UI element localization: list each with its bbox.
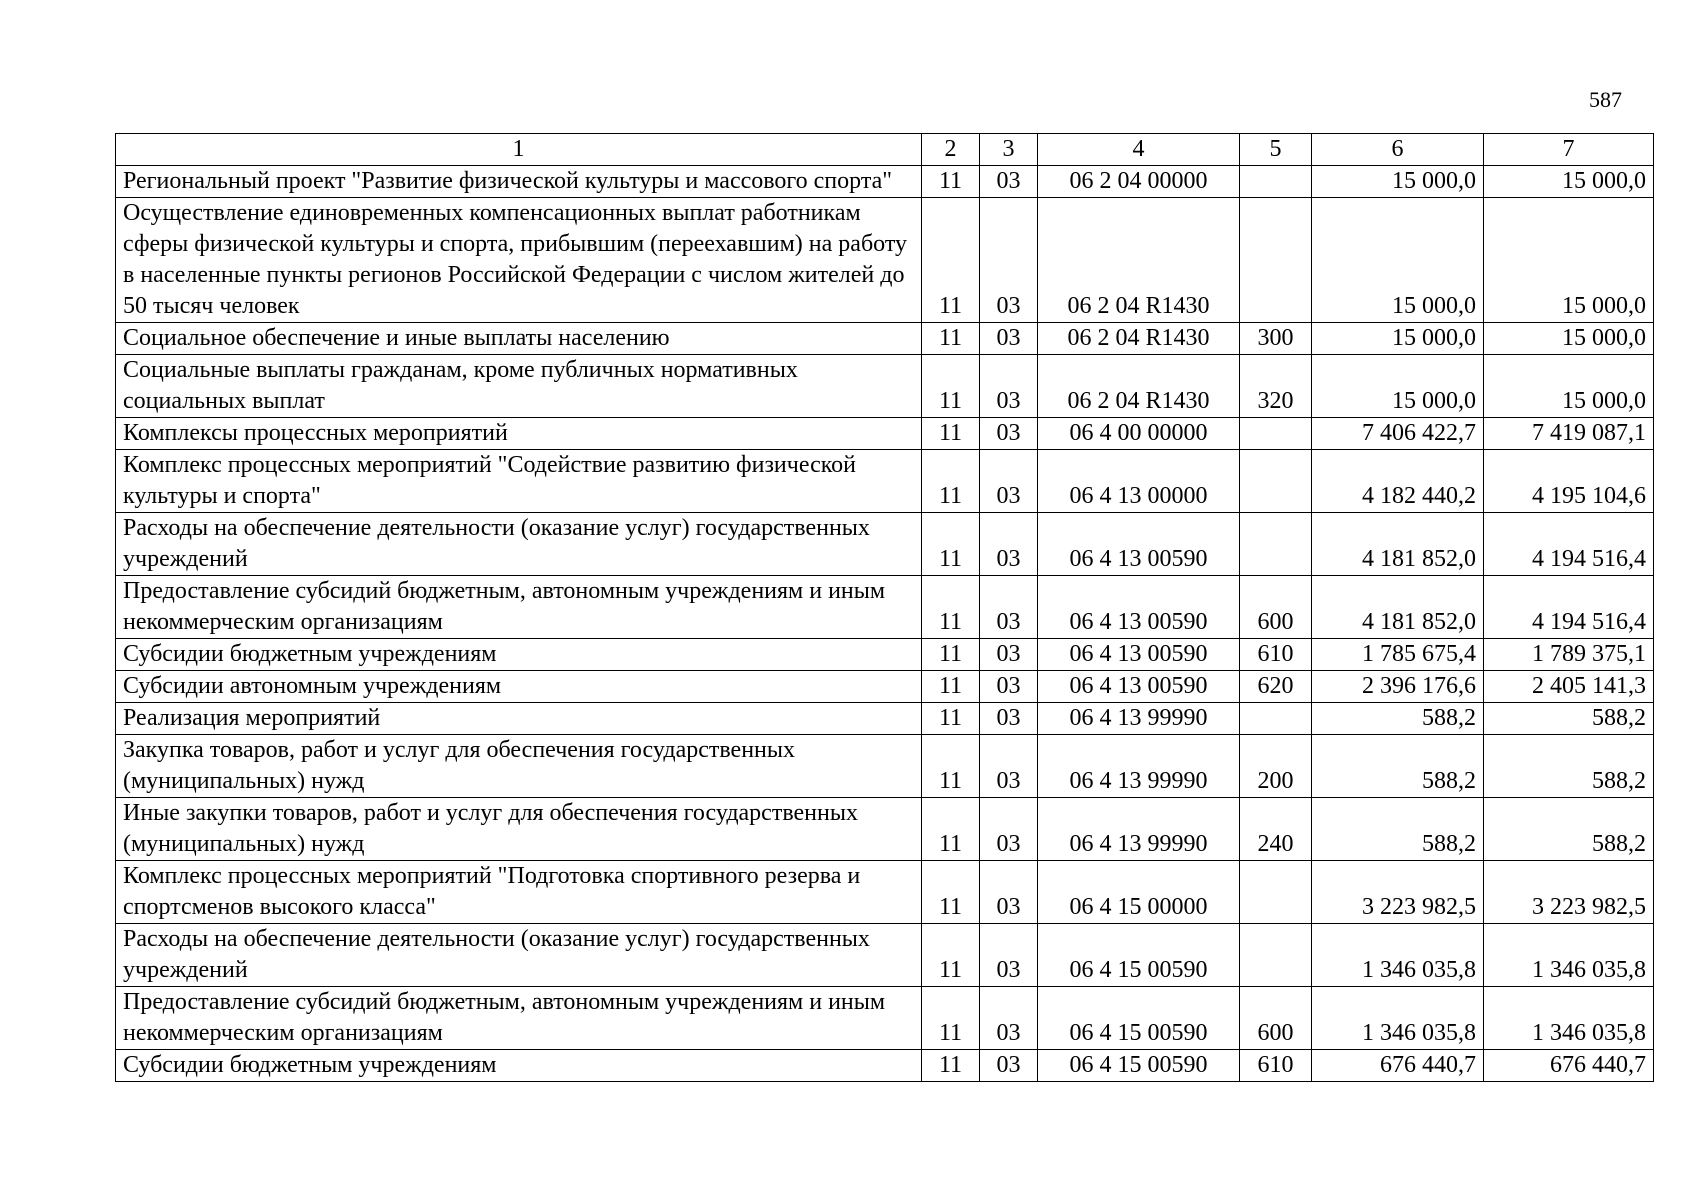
target-article-cell: 06 2 04 00000 [1038,166,1240,198]
table-row [116,639,1654,671]
amount-2-cell: 15 000,0 [1484,355,1654,418]
section-code-cell: 11 [922,987,980,1050]
target-article-cell: 06 4 13 99990 [1038,735,1240,798]
section-code-cell: 11 [922,418,980,450]
subsection-code-cell: 03 [980,735,1038,798]
target-article-cell: 06 4 13 00590 [1038,671,1240,703]
section-code-cell: 11 [922,671,980,703]
amount-2-cell: 588,2 [1484,798,1654,861]
page-number: 587 [1589,87,1622,112]
section-code-cell: 11 [922,703,980,735]
amount-2-cell: 15 000,0 [1484,166,1654,198]
amount-2-cell: 676 440,7 [1484,1050,1654,1082]
target-article-cell: 06 2 04 R1430 [1038,198,1240,323]
expense-type-cell: 200 [1240,735,1312,798]
row-name-cell: Социальное обеспечение и иные выплаты населению [116,323,922,355]
target-article-cell: 06 4 15 00590 [1038,987,1240,1050]
expense-type-cell: 240 [1240,798,1312,861]
amount-1-cell: 15 000,0 [1312,355,1484,418]
row-name-cell: Иные закупки товаров, работ и услуг для обеспечения государственных (муниципальных) нужд [116,798,922,861]
expense-type-cell [1240,924,1312,987]
amount-1-cell: 4 182 440,2 [1312,450,1484,513]
table-row [116,703,1654,735]
row-name-cell: Расходы на обеспечение деятельности (оказание услуг) государственных учреждений [116,924,922,987]
subsection-code-cell: 03 [980,576,1038,639]
section-code-cell: 11 [922,323,980,355]
target-article-cell: 06 4 15 00590 [1038,1050,1240,1082]
row-name-cell: Предоставление субсидий бюджетным, автономным учреждениям и иным некоммерческим организациям [116,987,922,1050]
target-article-cell: 06 4 00 00000 [1038,418,1240,450]
section-code-cell: 11 [922,639,980,671]
expense-type-cell [1240,418,1312,450]
subsection-code-cell: 03 [980,639,1038,671]
row-name-cell: Субсидии бюджетным учреждениям [116,639,922,671]
row-name-cell: Субсидии автономным учреждениям [116,671,922,703]
table-row [116,924,1654,987]
section-code-cell: 11 [922,798,980,861]
table-row [116,735,1654,798]
subsection-code-cell: 03 [980,1050,1038,1082]
expense-type-cell: 620 [1240,671,1312,703]
target-article-cell: 06 4 13 00590 [1038,639,1240,671]
target-article-cell: 06 4 13 00000 [1038,450,1240,513]
table-row [116,418,1654,450]
amount-1-cell: 676 440,7 [1312,1050,1484,1082]
table-row [116,166,1654,198]
amount-1-cell: 4 181 852,0 [1312,513,1484,576]
subsection-code-cell: 03 [980,166,1038,198]
amount-2-cell: 2 405 141,3 [1484,671,1654,703]
target-article-cell: 06 2 04 R1430 [1038,355,1240,418]
section-code-cell: 11 [922,1050,980,1082]
subsection-code-cell: 03 [980,671,1038,703]
expense-type-cell: 320 [1240,355,1312,418]
table-row [116,671,1654,703]
row-name-cell: Социальные выплаты гражданам, кроме публичных нормативных социальных выплат [116,355,922,418]
amount-1-cell: 588,2 [1312,703,1484,735]
amount-2-cell: 4 194 516,4 [1484,576,1654,639]
budget-table [115,133,1654,1082]
amount-1-cell: 1 346 035,8 [1312,924,1484,987]
target-article-cell: 06 2 04 R1430 [1038,323,1240,355]
section-code-cell: 11 [922,861,980,924]
amount-2-cell: 15 000,0 [1484,198,1654,323]
subsection-code-cell: 03 [980,798,1038,861]
column-header: 4 [1038,134,1240,166]
table-row [116,323,1654,355]
subsection-code-cell: 03 [980,924,1038,987]
subsection-code-cell: 03 [980,861,1038,924]
row-name-cell: Комплексы процессных мероприятий [116,418,922,450]
amount-2-cell: 7 419 087,1 [1484,418,1654,450]
expense-type-cell [1240,198,1312,323]
subsection-code-cell: 03 [980,323,1038,355]
section-code-cell: 11 [922,198,980,323]
target-article-cell: 06 4 15 00590 [1038,924,1240,987]
subsection-code-cell: 03 [980,198,1038,323]
column-header: 1 [116,134,922,166]
amount-2-cell: 4 195 104,6 [1484,450,1654,513]
header-row [116,134,1654,166]
subsection-code-cell: 03 [980,513,1038,576]
row-name-cell: Закупка товаров, работ и услуг для обеспечения государственных (муниципальных) нужд [116,735,922,798]
table-row [116,355,1654,418]
amount-1-cell: 4 181 852,0 [1312,576,1484,639]
section-code-cell: 11 [922,576,980,639]
target-article-cell: 06 4 13 99990 [1038,798,1240,861]
amount-1-cell: 7 406 422,7 [1312,418,1484,450]
section-code-cell: 11 [922,735,980,798]
row-name-cell: Предоставление субсидий бюджетным, автономным учреждениям и иным некоммерческим организациям [116,576,922,639]
amount-1-cell: 588,2 [1312,735,1484,798]
row-name-cell: Комплекс процессных мероприятий "Подготовка спортивного резерва и спортсменов высокого класса" [116,861,922,924]
amount-1-cell: 15 000,0 [1312,166,1484,198]
target-article-cell: 06 4 13 00590 [1038,513,1240,576]
column-header: 7 [1484,134,1654,166]
column-header: 6 [1312,134,1484,166]
row-name-cell: Реализация мероприятий [116,703,922,735]
row-name-cell: Расходы на обеспечение деятельности (оказание услуг) государственных учреждений [116,513,922,576]
subsection-code-cell: 03 [980,703,1038,735]
section-code-cell: 11 [922,924,980,987]
row-name-cell: Комплекс процессных мероприятий "Содействие развитию физической культуры и спорта" [116,450,922,513]
subsection-code-cell: 03 [980,418,1038,450]
amount-1-cell: 2 396 176,6 [1312,671,1484,703]
amount-2-cell: 588,2 [1484,703,1654,735]
expense-type-cell [1240,166,1312,198]
subsection-code-cell: 03 [980,355,1038,418]
amount-2-cell: 15 000,0 [1484,323,1654,355]
section-code-cell: 11 [922,450,980,513]
table-row [116,798,1654,861]
row-name-cell: Осуществление единовременных компенсационных выплат работникам сферы физической культуры и спорта, прибывшим (переехавшим) на работу в населенные пункты регионов Российской Федерации с числом жителей до 50 тысяч человек [116,198,922,323]
target-article-cell: 06 4 15 00000 [1038,861,1240,924]
amount-1-cell: 3 223 982,5 [1312,861,1484,924]
table-row [116,576,1654,639]
section-code-cell: 11 [922,166,980,198]
expense-type-cell [1240,703,1312,735]
amount-1-cell: 15 000,0 [1312,198,1484,323]
amount-2-cell: 4 194 516,4 [1484,513,1654,576]
amount-2-cell: 1 346 035,8 [1484,924,1654,987]
subsection-code-cell: 03 [980,450,1038,513]
target-article-cell: 06 4 13 99990 [1038,703,1240,735]
table-row [116,450,1654,513]
row-name-cell: Субсидии бюджетным учреждениям [116,1050,922,1082]
subsection-code-cell: 03 [980,987,1038,1050]
expense-type-cell: 300 [1240,323,1312,355]
expense-type-cell [1240,513,1312,576]
table-row [116,861,1654,924]
table-row [116,1050,1654,1082]
column-header: 2 [922,134,980,166]
amount-1-cell: 1 346 035,8 [1312,987,1484,1050]
section-code-cell: 11 [922,513,980,576]
expense-type-cell [1240,450,1312,513]
table-row [116,513,1654,576]
table-row [116,987,1654,1050]
expense-type-cell: 600 [1240,576,1312,639]
amount-2-cell: 1 789 375,1 [1484,639,1654,671]
target-article-cell: 06 4 13 00590 [1038,576,1240,639]
table-row [116,198,1654,323]
amount-1-cell: 15 000,0 [1312,323,1484,355]
row-name-cell: Региональный проект "Развитие физической культуры и массового спорта" [116,166,922,198]
amount-2-cell: 1 346 035,8 [1484,987,1654,1050]
table-body [116,166,1654,1082]
expense-type-cell: 610 [1240,639,1312,671]
expense-type-cell [1240,861,1312,924]
expense-type-cell: 600 [1240,987,1312,1050]
section-code-cell: 11 [922,355,980,418]
amount-2-cell: 3 223 982,5 [1484,861,1654,924]
expense-type-cell: 610 [1240,1050,1312,1082]
amount-1-cell: 1 785 675,4 [1312,639,1484,671]
column-header: 5 [1240,134,1312,166]
amount-1-cell: 588,2 [1312,798,1484,861]
amount-2-cell: 588,2 [1484,735,1654,798]
column-header: 3 [980,134,1038,166]
